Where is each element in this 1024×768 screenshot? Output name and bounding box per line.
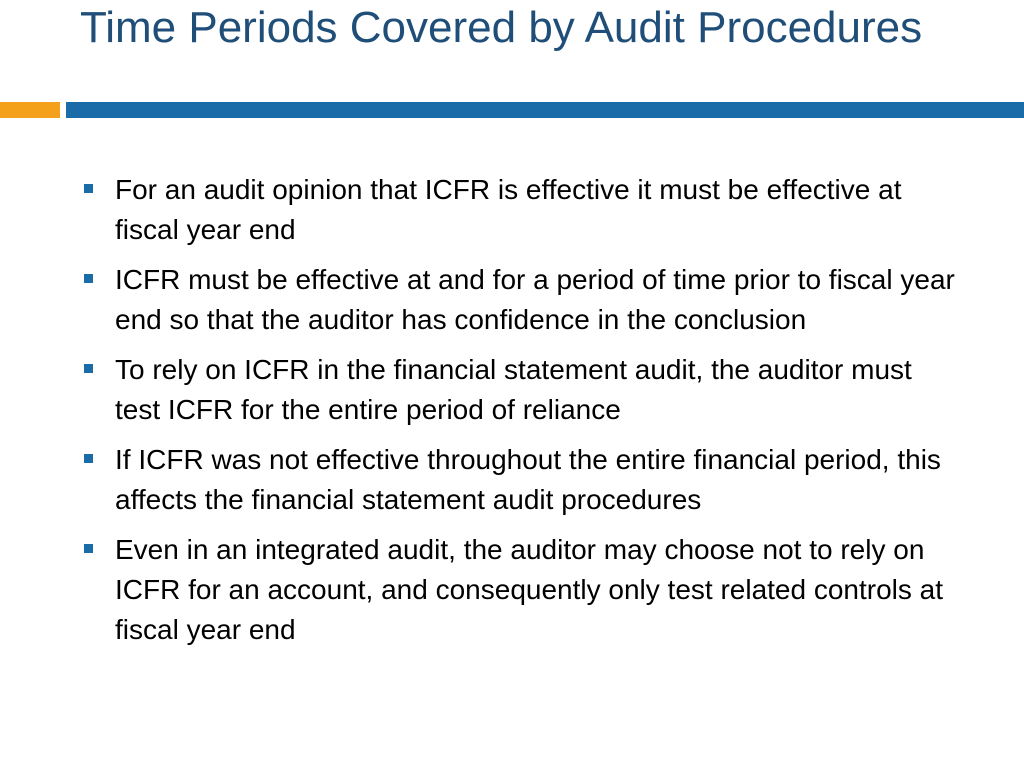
bullet-item [80,350,960,430]
bullet-item [80,530,960,650]
bullet-list [80,170,960,660]
accent-bar-blue [66,102,1024,118]
square-bullet-icon [84,544,93,553]
bullet-text: To rely on ICFR in the financial statement audit, the auditor must test ICFR for the entire period of reliance [115,354,912,425]
square-bullet-icon [84,274,93,283]
bullet-item [80,170,960,250]
bullet-item [80,260,960,340]
square-bullet-icon [84,454,93,463]
square-bullet-icon [84,184,93,193]
bullet-text: Even in an integrated audit, the auditor may choose not to rely on ICFR for an account, and consequently only test related controls at fiscal year end [115,534,944,645]
slide-title: Time Periods Covered by Audit Procedures [80,3,923,52]
accent-bar-orange [0,102,60,118]
square-bullet-icon [84,364,93,373]
bullet-item [80,440,960,520]
bullet-text: If ICFR was not effective throughout the entire financial period, this affects the financial statement audit procedures [115,444,941,515]
bullet-text: For an audit opinion that ICFR is effective it must be effective at fiscal year end [115,174,902,245]
bullet-text: ICFR must be effective at and for a period of time prior to fiscal year end so that the auditor has confidence in the conclusion [115,264,955,335]
